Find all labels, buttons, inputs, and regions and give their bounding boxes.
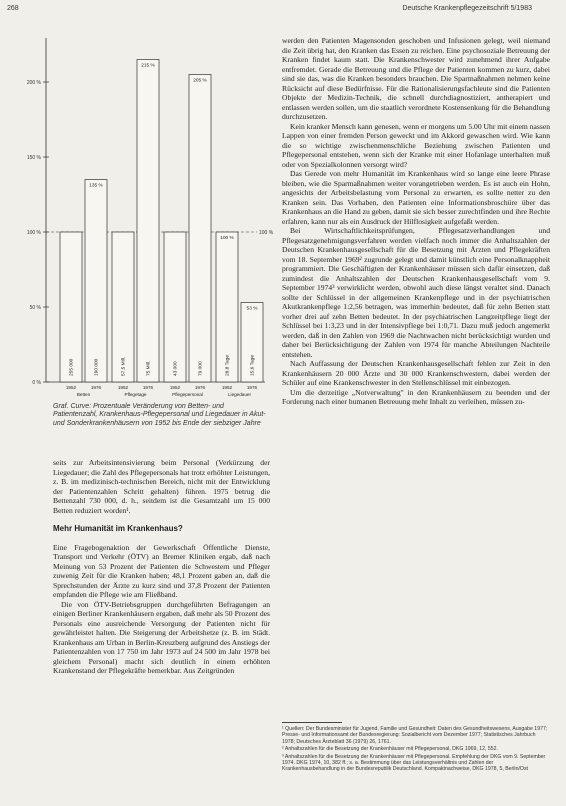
right-paragraph-3: Das Gerede von mehr Humanität im Krankenhaus wird so lange eine leere Phrase bleiben, wie die Sparmaßnahmen weiter vorangetrieben werden. Es ist auch ein Hohn, angesichts der Arbeitsbelastung vom Personal zu erwarten, es sollte netter zu den Kranken sein. Das Vorhaben, den Patienten eine Informationsbroschüre über das Krankenhaus an die Hand zu geben, damit sie sich besser zurechtfinden und ihre Rechte erfahren, kann nur als ein Ausdruck der Hilflosigkeit aufgefaßt werden.: [282, 169, 550, 226]
x-year-label: 1976: [246, 385, 258, 390]
bar-label: 79 000: [198, 361, 204, 376]
x-year-label: 1952: [117, 385, 129, 390]
bar: [164, 232, 186, 382]
bar-value-label: 135 %: [89, 183, 103, 189]
bar-label: 255 000: [69, 358, 75, 376]
section-heading: Mehr Humanität im Krankenhaus?: [53, 524, 183, 533]
running-head: Deutsche Krankenpflegezeitschrift 5/1983: [402, 5, 532, 12]
group-label: Liegedauer: [228, 392, 251, 397]
footnote-2: ² Anhaltszahlen für die Besetzung der Krankenhäuser mit Pflegepersonal, DKG 1969, 12, 552.: [282, 746, 498, 753]
bar-label: 190 000: [94, 358, 100, 376]
right-paragraph-6: Um die derzeitige „Notverwaltung" in den Krankenhäusern zu beenden und der Forderung nach einer humanen Betreuung mehr Inhalt zu verleihen, müssen zu-: [282, 387, 550, 406]
bar-label: 28,8 Tage: [225, 355, 231, 376]
page-number: 268: [7, 5, 19, 12]
y-tick-label: 0 %: [32, 380, 41, 386]
y-tick-label: 200 %: [26, 80, 41, 86]
x-year-label: 1976: [194, 385, 206, 390]
bar-label: 15,6 Tage: [250, 355, 256, 376]
bar-value-label: 100 %: [220, 236, 234, 241]
bar-label: 75 Mill.: [146, 360, 152, 376]
group-label: Pflegepersonal: [172, 392, 203, 397]
bar-value-label: 53 %: [246, 306, 258, 312]
footnotes: [282, 726, 548, 774]
bar: [189, 75, 211, 383]
y-tick-label: 100 %: [26, 230, 41, 236]
footnote-rule: [282, 722, 342, 723]
reference-line-label: 100 %: [259, 230, 274, 236]
x-year-label: 1976: [142, 385, 154, 390]
bar: [137, 60, 159, 383]
figure-caption: Graf. Curve: Prozentuale Veränderung von Betten- und Patientenzahl, Krankenhaus-Pflegepersonal und Liegedauer in Akut- und Sonderkrankenhäusern von 1952 bis Ende der siebziger Jahre: [53, 403, 266, 427]
x-year-label: 1952: [221, 385, 233, 390]
bar-value-label: 205 %: [193, 78, 207, 84]
footnote-3: ³ Anhaltszahlen für die Besetzung der Krankenhäuser mit Pflegepersonal. Empfehlung der DKG vom 9. September 1974. DKG 1974, 10, 382 ff.; s. a. Bestimmung über das Leistungsverhältnis und Zahlen der Krankenhausbehandlung in der Bundesrepublik Deutschland. Kompaktnachweise, DKG 1978, 5, Berlin/Ost: [282, 753, 546, 773]
right-paragraph-2: Kein kranker Mensch kann genesen, wenn er morgens um 5.00 Uhr mit einem nassen Lappen von einer fremden Person geweckt und im Akkord gewaschen wird. Wie kann die so wichtige zwischenmenschliche Beziehung zwischen Patienten und Pflegepersonal entstehen, wenn sich der Kranke mit einer Hofanlage unterhalten muß oder von Spezialkolonnen versorgt wird?: [282, 121, 550, 169]
x-year-label: 1976: [90, 385, 102, 390]
footnote-1: ¹ Quellen: Der Bundesminister für Jugend, Familie und Gesundheit: Daten des Gesundheitswesens, Ausgabe 1977; Presse- und Informationsamt der Bundesregierung: Sozialbericht vom Dezember 1977; Statistisches Jahrbuch 1978; Deutsches Ärzteblatt 36 (1979) 26, 1761.: [282, 726, 548, 745]
left-column: [53, 458, 270, 676]
bar-label: 43 000: [173, 361, 179, 376]
right-paragraph-5: Nach Auffassung der Deutschen Krankenhausgesellschaft fehlen zur Zeit in den Krankenhäusern 20 000 Ärzte und 30 000 Krankenschwestern, dabei werden der Schüler auf eine Krankenschwester in den Stellenschlüssel mit einbezogen.: [282, 359, 550, 387]
bar: [85, 180, 107, 383]
right-column: [282, 36, 550, 407]
left-paragraph-1: Eine Fragebogenaktion der Gewerkschaft Öffentliche Dienste, Transport und Verkehr (ÖTV) an Bremer Kliniken ergab, daß nach Meinung von 53 Prozent der Patienten die Schwestern und Pfleger zuwenig Zeit für die Kranken haben; 48,1 Prozent gaben an, daß die Sprechstunden der Ärzte zu kurz sind und 37,8 Prozent der Patienten empfanden die Pflege wie am Fließband.: [53, 542, 270, 599]
y-tick-label: 50 %: [29, 305, 41, 311]
x-year-label: 1952: [169, 385, 181, 390]
right-paragraph-4: Bei Wirtschaftlichkeitsprüfungen, Pflegesatzverhandlungen und Pflegesatzgenehmigungsverfahren werden vielfach noch immer die Anhaltszahlen der Deutschen Krankenhausgesellschaft für die Besetzung mit Ärzten und Pflegekräften vom 18. September 1969² zugrunde gelegt und damit künstlich eine Personalknappheit programmiert. Die Geschäftigten der Krankenhäuser müssen sich dafür einsetzen, daß zumindest die Anhaltszahlen der Deutschen Krankenhausgesellschaft vom 9. September 1974³ verwirklicht werden, obwohl auch diese längst veraltet sind. Danach sollte der Schlüssel in der allgemeinen Krankenpflege und in der psychiatrischen Akutkrankenpflege 1:2,56 betragen, was immerhin bedeutet, daß für zehn Betten statt vorher drei auf zehn Betten bedeutet. In der psychiatrischen Langzeitpflege liegt der Schlüssel bei 1:3,23 und in der Intensivpflege bei 1:0,71. Dazu muß jedoch angemerkt werden, daß in den Zahlen von 1969 die Nachtwachen nicht berücksichtigt wurden und daher bei Berücksichtigung der Zahlen von 1974 für manche Abteilungen Nachteile entstehen.: [282, 226, 550, 359]
bar-label: 57,5 Mill.: [121, 356, 127, 376]
x-year-label: 1952: [65, 385, 77, 390]
y-tick-label: 150 %: [26, 155, 41, 161]
right-paragraph-1: werden den Patienten Magensonden geschoben und Infusionen gelegt, weil niemand die Zeit übrig hat, den Kranken das Essen zu reichen. Eine psychosoziale Betreuung der Kranken findet kaum statt. Die Krankenschwester wird zunehmend ihrer Aufgabe entfremdet. Gerade die Betreuung und die Pflege der Patienten kommen zu kurz, dabei sind sie das, was die Kranken besonders brauchen. Die Sparmaßnahmen nehmen keine Rücksicht auf diese Bedürfnisse. Für die Rationalisierungsfachleute sind die Patienten Objekte der Medizin-Technik, die schnell durchdiagnostiziert, antherapiert und entlassen werden sollen, um die staatlich verordnete Kostensenkung für die Behandlung durchzusetzen.: [282, 36, 550, 121]
bar-chart: [26, 30, 274, 402]
left-paragraph-2: Die von ÖTV-Betriebsgruppen durchgeführten Befragungen an einigen Berliner Krankenhäusern ergaben, daß mehr als 50 Prozent des Personals eine ausreichende Versorgung der Patienten nicht für gewährleistet halten. Die Steigerung der Arbeitshetze (z. B. im Städt. Krankenhaus am Urban in Berlin-Kreuzberg aufgrund des Anstiegs der Patientenzahlen von 17 750 im Jahr 1973 auf 24 500 im Jahr 1978 bei gleichem Personal) macht sich deutlich in einem erhöhten Krankenstand der Pflegekräfte bemerkbar. Aus Zeitgründen: [53, 599, 270, 675]
left-intro-paragraph: seits zur Arbeitsintensivierung beim Personal (Verkürzung der Liegedauer; die Zahl des Pflegepersonals hat trotz erhöhter Leistungen, z. B. im medizinisch-technischen Bereich, nicht mit der Entwicklung der Patientenzahlen Schritt gehalten) führen. 1975 betrug die Bettenzahl 730 000, d. h., seitdem ist die Gesamtzahl um 15 000 Betten reduziert worden¹.: [53, 458, 270, 515]
bar-value-label: 215 %: [141, 63, 155, 69]
group-label: Pflegetage: [124, 392, 147, 397]
group-label: Betten: [76, 392, 91, 397]
